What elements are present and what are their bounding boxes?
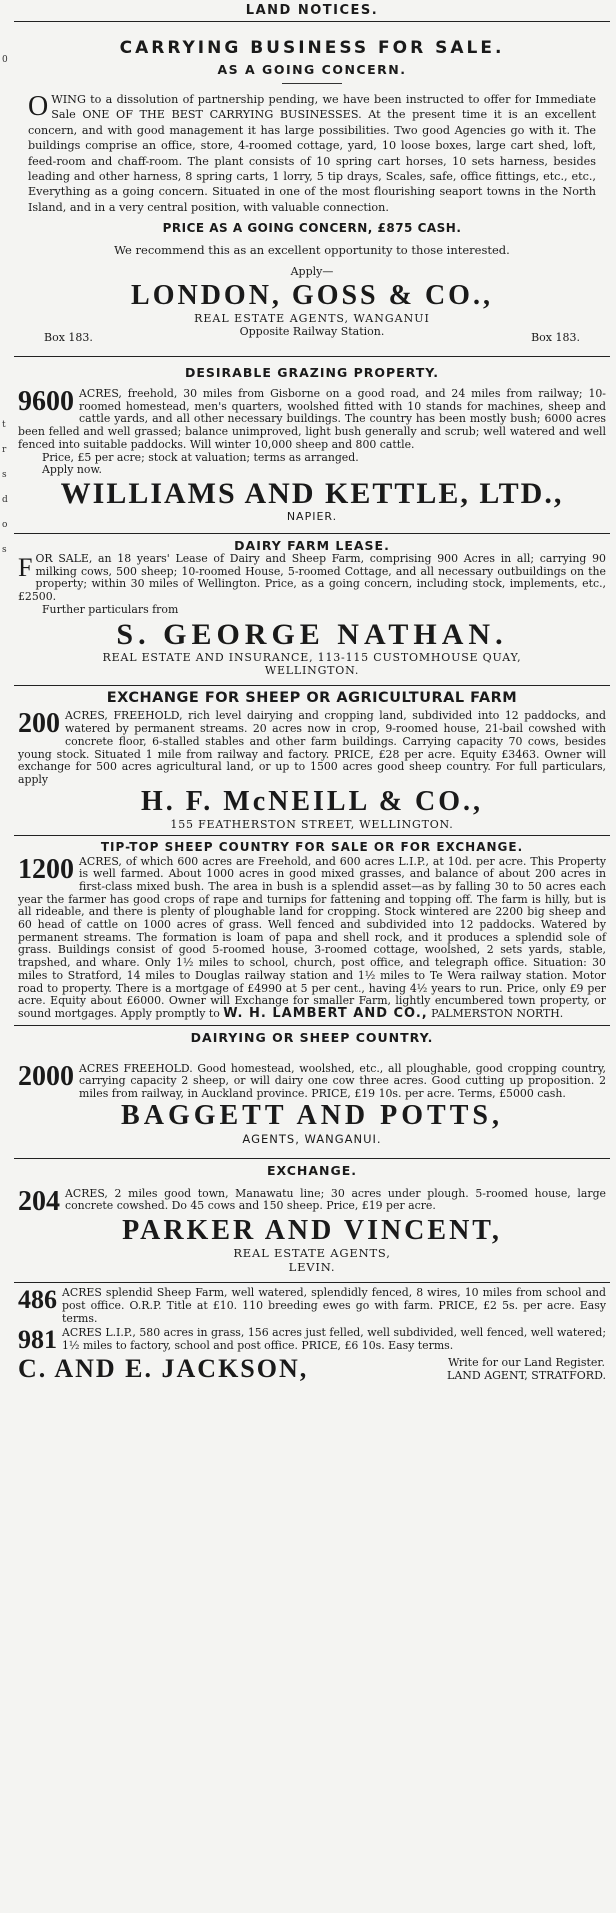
margin-char: 0	[2, 55, 8, 65]
agent-address: Opposite Railway Station.	[239, 325, 385, 339]
ad-tiptop-sheep	[14, 840, 610, 1021]
margin-char: r	[2, 445, 7, 455]
agent-name: C. AND E. JACKSON,	[18, 1353, 309, 1383]
ad-title: EXCHANGE FOR SHEEP OR AGRICULTURAL FARM	[106, 690, 518, 707]
ad-body	[18, 853, 606, 1021]
agent-address: WELLINGTON.	[264, 664, 360, 678]
ad-body	[18, 388, 606, 452]
acreage-number: 9600	[18, 386, 74, 418]
acreage-number: 1200	[18, 853, 74, 885]
agent-note: Write for our Land Register.	[448, 1356, 605, 1370]
acreage-number: 200	[18, 708, 60, 740]
agent-subtitle: AGENTS, WANGANUI.	[242, 1131, 382, 1146]
agent-name: PARKER AND VINCENT,	[122, 1214, 502, 1246]
ad-body-text: ACRES, 2 miles good town, Manawatu line; 30 acres under plough. 5-roomed house, large concrete cowshed. Do 45 cows and 150 sheep. Price, £19 per acre.	[65, 1186, 606, 1213]
ad-dairying-sheep	[14, 1030, 610, 1146]
left-margin-clipping	[0, 0, 12, 1913]
ad-exchange-farm	[14, 690, 610, 830]
agent-name: BAGGETT AND POTTS,	[121, 1099, 503, 1131]
divider	[282, 83, 342, 84]
acreage-number: 204	[18, 1185, 60, 1217]
ad-price: Price, £5 per acre; stock at valuation; terms as arranged.	[42, 450, 359, 464]
ad-title: CARRYING BUSINESS FOR SALE.	[119, 38, 505, 58]
divider	[14, 835, 610, 836]
agent-row	[18, 1355, 606, 1384]
ad-apply: Apply—	[290, 265, 334, 279]
agent-name: LONDON, GOSS & CO.,	[131, 280, 493, 312]
ad-dairy-farm-lease	[14, 538, 610, 678]
agent-note: LAND AGENT, STRATFORD.	[447, 1369, 606, 1383]
ad-body-text: WING to a dissolution of partnership pending, we have been instructed to offer for Immediate Sale ONE OF THE BEST CARRYING BUSINESSES. At the present time it is an excellent concern, and with good management it has large possibilities. Two good Agencies go with it. The buildings comprise an office, store, 4-roomed cottage, yard, 10 loose boxes, large cart shed, loft, feed-room and chaff-room. The plant consists of 10 spring cart horses, 10 sets harness, besides leading and other harness, 8 spring carts, 1 lorry, 5 tip drays, Scales, safe, office fittings, etc., etc., Everything as a going concern. Situated in one of the most flourishing seaport towns in the North Island, and in a very central position, with valuable connection.	[28, 93, 596, 214]
ad-body	[18, 1185, 606, 1217]
ad-body	[18, 710, 606, 786]
agent-address-row	[18, 325, 606, 344]
ad-recommend: We recommend this as an excellent opportunity to those interested.	[114, 243, 510, 258]
ad-jackson	[14, 1287, 610, 1383]
ad-body-text: ACRES, FREEHOLD, rich level dairying and cropping land, subdivided into 12 paddocks, and watered by permanent streams. 20 acres now in crop, 9-roomed house, 21-bail cowshed with concrete floor, 6-stalled stables and other farm buildings. Carrying capacity 70 cows, besides young stock. Situated 1 mile from railway and factory. PRICE, £28 per acre. Equity £3463. Owner will exchange for 500 acres agricultural land, or up to 1500 acres good sheep country. For full particulars, apply	[18, 709, 606, 786]
ad-body-text: OR SALE, an 18 years' Lease of Dairy and Sheep Farm, comprising 900 Acres in all; carrying 90 milking cows, 500 sheep; 10-roomed House, 5-roomed Cottage, and all necessary outbuildings on the property; within 30 miles of Wellington. Price, as a going concern, including stock, implements, etc., £2500.	[18, 551, 606, 604]
ad-body	[18, 1287, 606, 1325]
agent-subtitle: NAPIER.	[286, 509, 338, 523]
margin-char: d	[2, 495, 8, 505]
ad-body	[18, 92, 606, 215]
agent-subtitle: REAL ESTATE AGENTS, WANGANUI	[194, 312, 430, 326]
ad-body	[18, 1060, 606, 1101]
divider	[14, 1158, 610, 1159]
ad-body	[18, 1325, 606, 1355]
page-header: LAND NOTICES.	[245, 3, 379, 18]
divider	[14, 533, 610, 534]
divider	[14, 1282, 610, 1283]
ad-title: DAIRY FARM LEASE.	[234, 537, 390, 553]
ad-body-text: ACRES, of which 600 acres are Freehold, and 600 acres L.I.P., at 10d. per acre. This Property is well farmed. About 1000 acres in good mixed grasses, and balance of about 200 acres in first-class mixed bush. The area in bush is a splendid asset—as by falling 30 to 50 acres each year the farmer has good crops of rape and turnips for fattening and topping off. The farm is hilly, but is all rideable, and there is plenty of ploughable land for cropping. Stock wintered are 2200 big sheep and 60 head of cattle on 1000 acres of grass. Well fenced and subdivided into 12 paddocks. Watered by permanent streams. The formation is loam of papa and shell rock, and it produces a splendid sole of grass. Buildings consist of good 5-roomed house, 3-roomed cottage, woolshed, 2 sets yards, stable, trapshed, and whare. Only 1½ miles to school, church, post office, and telegraph office. Situation: 30 miles to Stratford, 14 miles to Douglas railway station and 1½ miles to Te Wera railway station. Motor road to property. There is a mortgage of £4990 at 5 per cent., having 4½ years to run. Price, only £9 per acre. Equity about £6000. Owner will Exchange for smaller Farm, lightly encumbered town property, or sound mortgages. Apply promptly to	[18, 854, 606, 1020]
ad-subtitle: AS A GOING CONCERN.	[217, 62, 407, 77]
agent-name: W. H. LAMBERT AND CO.,	[223, 1005, 428, 1021]
ad-body-text: ACRES FREEHOLD. Good homestead, woolshed, etc., all ploughable, good cropping country, carrying capacity 2 sheep, or will dairy one cow three acres. Good cutting up proposition. 2 miles from railway, in Auckland province. PRICE, £19 10s. per acre. Terms, £5000 cash.	[79, 1061, 606, 1101]
ad-grazing-property	[14, 365, 610, 523]
drop-cap: O	[28, 91, 49, 122]
ad-further: Further particulars from	[42, 602, 179, 616]
margin-char: o	[2, 520, 8, 530]
ad-title: TIP-TOP SHEEP COUNTRY FOR SALE OR FOR EXCHANGE.	[100, 839, 524, 854]
agent-address: PALMERSTON NORTH.	[431, 1006, 564, 1020]
agent-subtitle: 155 FEATHERSTON STREET, WELLINGTON.	[170, 817, 454, 831]
ad-title: DESIRABLE GRAZING PROPERTY.	[184, 365, 440, 381]
agent-subtitle: REAL ESTATE AND INSURANCE, 113-115 CUSTOMHOUSE QUAY,	[102, 651, 522, 665]
ad-title: EXCHANGE.	[266, 1162, 358, 1178]
acreage-number: 981	[18, 1325, 57, 1355]
box-number: Box 183.	[531, 331, 580, 345]
margin-char: s	[2, 470, 7, 480]
ad-price: PRICE AS A GOING CONCERN, £875 CASH.	[162, 221, 462, 236]
agent-name: H. F. McNEILL & CO.,	[140, 785, 484, 817]
drop-cap: F	[18, 552, 33, 582]
acreage-number: 486	[18, 1285, 57, 1315]
divider	[14, 1025, 610, 1026]
agent-name: WILLIAMS AND KETTLE, LTD.,	[60, 476, 564, 510]
agent-notes	[447, 1356, 606, 1382]
newspaper-column	[14, 0, 610, 1913]
agent-address: LEVIN.	[288, 1260, 336, 1275]
margin-char: s	[2, 545, 7, 555]
ad-body-text: ACRES L.I.P., 580 acres in grass, 156 acres just felled, well subdivided, well fenced, well watered; 1½ miles to factory, school and post office. PRICE, £6 10s. Easy terms.	[62, 1326, 606, 1353]
ad-apply: Apply now.	[42, 463, 102, 477]
divider	[14, 21, 610, 22]
ad-title: DAIRYING OR SHEEP COUNTRY.	[190, 1029, 434, 1045]
ad-body-text: ACRES, freehold, 30 miles from Gisborne on a good road, and 24 miles from railway; 10-roomed homestead, men's quarters, woolshed fitted with 10 stands for machines, sheep and cattle yards, and all other necessary buildings. The country has been mostly bush; 6000 acres been felled and well grassed; balance unimproved, light bush generally and scrub; well watered and well fenced into suitable paddocks. Will winter 10,000 sheep and 800 cattle.	[18, 387, 606, 451]
agent-name: S. GEORGE NATHAN.	[116, 618, 508, 652]
ad-carrying-business	[14, 38, 610, 344]
margin-char: t	[2, 420, 6, 430]
ad-exchange-204	[14, 1163, 610, 1275]
divider	[14, 356, 610, 357]
divider	[14, 685, 610, 686]
ad-body	[18, 553, 606, 604]
agent-subtitle: REAL ESTATE AGENTS,	[233, 1246, 391, 1261]
acreage-number: 2000	[18, 1060, 74, 1092]
ad-body-text: ACRES splendid Sheep Farm, well watered, splendidly fenced, 8 wires, 10 miles from school and post office. O.R.P. Title at £10. 110 breeding ewes go with farm. PRICE, £2 5s. per acre. Easy terms.	[62, 1286, 606, 1325]
box-number: Box 183.	[44, 331, 93, 345]
